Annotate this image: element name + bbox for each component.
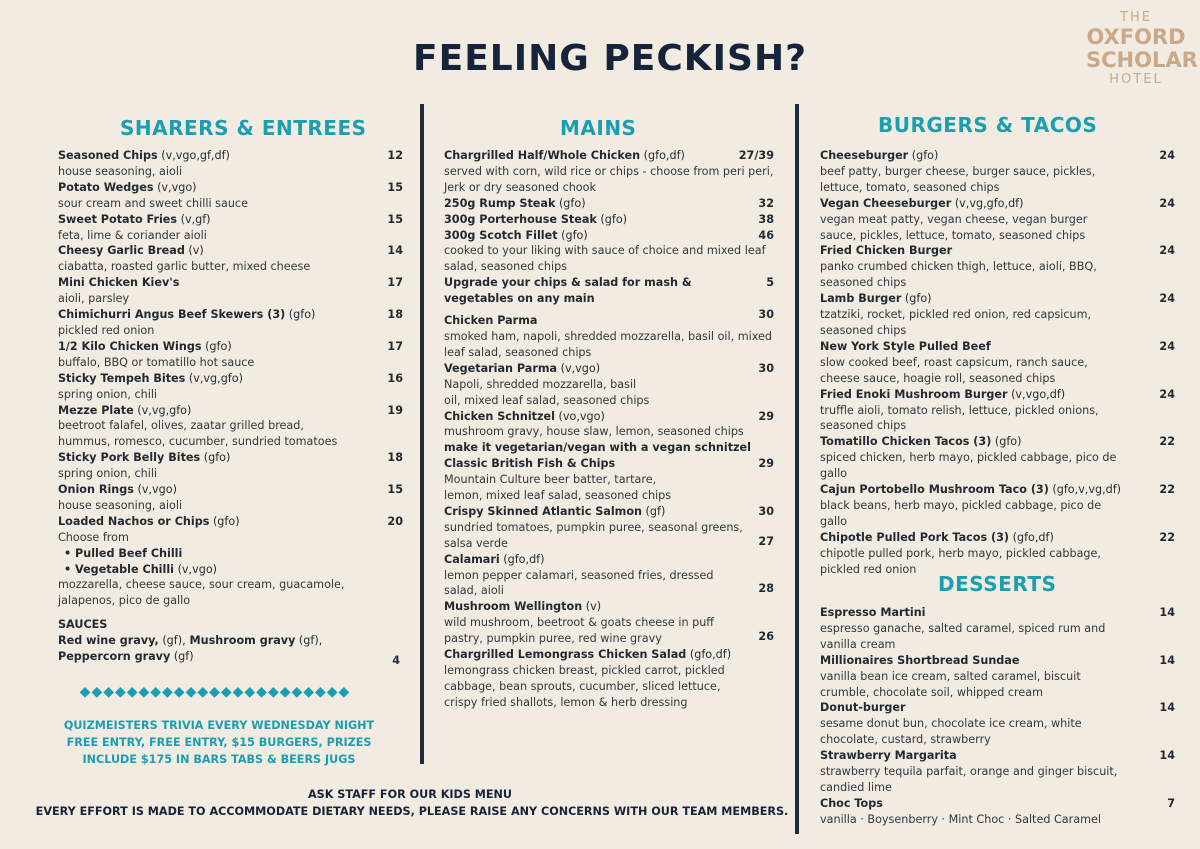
item-name: Millionaires Shortbread Sundae <box>820 653 1020 667</box>
item-price: 29 <box>758 409 774 423</box>
item-name: Chimichurri Angus Beef Skewers (3) <box>58 308 286 322</box>
menu-item <box>58 180 403 212</box>
item-desc: truffle aioli, tomato relish, lettuce, pickled onions, seasoned chips <box>820 403 1099 433</box>
item-price: 22 <box>1159 530 1175 544</box>
item-name: Calamari <box>444 552 500 566</box>
item-name: Onion Rings <box>58 483 134 497</box>
sauce-tags: (gf) <box>170 650 194 664</box>
menu-item <box>820 291 1175 339</box>
item-name: Cajun Portobello Mushroom Taco (3) <box>820 483 1049 497</box>
menu-item <box>58 243 403 275</box>
sauce-name: Red wine gravy, <box>58 634 159 648</box>
item-price: 27/39 <box>738 149 774 162</box>
item-desc: panko crumbed chicken thigh, lettuce, aioli, BBQ, seasoned chips <box>820 260 1097 290</box>
menu-item <box>820 243 1175 291</box>
item-name: 300g Porterhouse Steak <box>444 212 597 226</box>
item-name: New York Style Pulled Beef <box>820 339 991 353</box>
menu-item <box>58 307 403 339</box>
item-price: 14 <box>1159 606 1175 619</box>
item-price: 17 <box>387 339 403 353</box>
menu-item <box>820 653 1175 701</box>
menu-item <box>820 530 1175 578</box>
menu-item <box>58 212 403 244</box>
item-name: Mushroom Wellington <box>444 600 583 614</box>
item-tags: (v) <box>582 600 602 614</box>
item-desc: beef patty, burger cheese, burger sauce, pickles, lettuce, tomato, seasoned chips <box>820 164 1096 194</box>
item-price: 26 <box>758 630 774 644</box>
item-price: 30 <box>758 361 774 375</box>
item-name: Chicken Parma <box>444 314 538 328</box>
item-price: 12 <box>387 149 403 162</box>
item-name: Chipotle Pulled Pork Tacos (3) <box>820 530 1010 544</box>
item-desc: wild mushroom, beetroot & goats cheese in puff pastry, pumpkin puree, red wine gravy <box>444 616 715 646</box>
item-price: 14 <box>1159 749 1175 763</box>
hotel-logo <box>1086 10 1198 88</box>
item-name: Crispy Skinned Atlantic Salmon <box>444 504 642 518</box>
menu-item <box>820 605 1175 653</box>
item-desc: served with corn, wild rice or chips - choose from peri peri, Jerk or dry seasoned chook <box>444 164 774 194</box>
item-tags: (v,vgo) <box>153 180 197 194</box>
item-desc: aioli, parsley <box>58 292 130 306</box>
item-price: 18 <box>387 451 403 465</box>
menu-item <box>820 434 1175 482</box>
trivia-line: FREE ENTRY, FREE ENTRY, $15 BURGERS, PRIZES <box>66 736 372 749</box>
item-tags: (gfo,v,vg,df) <box>1048 483 1122 497</box>
item-desc: Napoli, shredded mozzarella, basil oil, mixed leaf salad, seasoned chips <box>444 377 650 407</box>
item-tags: (v,vg,gfo,df) <box>951 196 1024 210</box>
item-desc: tzatziki, rocket, pickled red onion, red capsicum, seasoned chips <box>820 308 1092 337</box>
menu-item <box>444 275 774 307</box>
item-name: Mezze Plate <box>58 403 134 417</box>
item-desc: feta, lime & coriander aioli <box>58 228 207 242</box>
trivia-line: INCLUDE $175 IN BARS TABS & BEERS JUGS <box>82 753 356 766</box>
menu-item <box>820 796 1175 828</box>
item-tags: (gf) <box>641 504 666 518</box>
item-desc: vanilla bean ice cream, salted caramel, biscuit crumble, chocolate soil, whipped cream <box>820 669 1081 699</box>
item-name: Sticky Tempeh Bites <box>58 371 186 385</box>
logo-line: THE <box>1120 10 1152 25</box>
item-name: Sticky Pork Belly Bites <box>58 451 201 465</box>
item-tags: (gfo) <box>209 514 240 528</box>
item-price: 16 <box>387 371 403 385</box>
item-price: 14 <box>1159 653 1175 667</box>
item-name: Vegan Cheeseburger <box>820 196 952 210</box>
mains-section <box>444 148 774 711</box>
item-desc: espresso ganache, salted caramel, spiced rum and vanilla cream <box>820 621 1106 651</box>
item-tags: (gfo) <box>200 451 231 465</box>
item-desc: slow cooked beef, roast capsicum, ranch sauce, cheese sauce, hoagie roll, seasoned chips <box>820 355 1088 385</box>
logo-line: HOTEL <box>1109 72 1163 87</box>
item-name: Loaded Nachos or Chips <box>58 514 210 528</box>
item-name: Potato Wedges <box>58 180 154 194</box>
item-name: Fried Enoki Mushroom Burger <box>820 387 1008 401</box>
item-price: 28 <box>758 582 774 596</box>
item-desc: strawberry tequila parfait, orange and ginger biscuit, candied lime <box>820 765 1118 794</box>
desserts-list <box>820 605 1175 828</box>
item-tags: (gfo) <box>285 308 316 322</box>
item-desc: sour cream and sweet chilli sauce <box>58 196 248 210</box>
item-tags: (v,gf) <box>177 212 211 226</box>
sauce-tags: (gf), <box>158 634 186 648</box>
item-desc: Choose from <box>58 530 129 544</box>
item-name: Donut-burger <box>820 701 906 715</box>
sauce-tags: (gf), <box>295 634 323 648</box>
item-tags: (gfo) <box>201 339 232 353</box>
item-desc: ciabatta, roasted garlic butter, mixed cheese <box>58 260 311 274</box>
item-name: Fried Chicken Burger <box>820 244 953 258</box>
column-divider <box>420 104 424 764</box>
item-tags: (gfo,df) <box>499 552 545 566</box>
menu-item <box>444 196 774 212</box>
sauce-name: Peppercorn gravy <box>58 650 171 664</box>
item-price: 29 <box>758 457 774 471</box>
item-desc: cooked to your liking with sauce of choice and mixed leaf salad, seasoned chips <box>444 244 766 274</box>
item-tags: (gfo) <box>908 149 939 162</box>
item-desc: buffalo, BBQ or tomatillo hot sauce <box>58 355 255 369</box>
item-desc: sesame donut bun, chocolate ice cream, white chocolate, custard, strawberry <box>820 717 1082 747</box>
item-desc: chipotle pulled pork, herb mayo, pickled cabbage, pickled red onion <box>820 546 1101 576</box>
menu-item <box>58 514 403 609</box>
page-title: FEELING PECKISH? <box>413 38 807 79</box>
burgers-heading: BURGERS & TACOS <box>878 113 1098 137</box>
option-name: Vegetable Chilli <box>75 562 175 576</box>
desserts-heading: DESSERTS <box>938 572 1057 596</box>
item-desc: vanilla · Boysenberry · Mint Choc · Salted Caramel <box>820 812 1101 826</box>
item-name: Classic British Fish & Chips <box>444 457 616 471</box>
item-name: 250g Rump Steak <box>444 196 556 210</box>
item-price: 30 <box>758 308 774 322</box>
item-name: Chicken Schnitzel <box>444 409 555 423</box>
item-name: Mini Chicken Kiev's <box>58 276 180 290</box>
item-price: 15 <box>387 483 403 497</box>
item-tags: (v,vg,gfo) <box>185 371 243 385</box>
item-price: 38 <box>758 212 774 226</box>
dietary-note: EVERY EFFORT IS MADE TO ACCOMMODATE DIETARY NEEDS, PLEASE RAISE ANY CONCERNS WITH OUR TEAM MEMBERS. <box>35 805 789 818</box>
mains-heading: MAINS <box>560 116 637 140</box>
item-price: 27 <box>758 534 774 548</box>
item-desc: spiced chicken, herb mayo, pickled cabbage, pico de gallo <box>820 451 1117 481</box>
nachos-option <box>64 546 403 562</box>
menu-item <box>58 482 403 514</box>
menu-item <box>58 148 403 180</box>
item-price: 17 <box>387 276 403 290</box>
trivia-line: QUIZMEISTERS TRIVIA EVERY WEDNESDAY NIGHT <box>63 719 375 732</box>
sharers-heading: SHARERS & ENTREES <box>120 116 367 140</box>
item-tags: (v,vgo) <box>557 361 601 375</box>
sauces-heading: SAUCES <box>58 618 108 632</box>
item-note: make it vegetarian/vegan with a vegan schnitzel <box>444 441 751 455</box>
item-price: 15 <box>387 212 403 226</box>
item-tags: (v,vgo) <box>133 483 177 497</box>
item-price: 14 <box>387 244 403 258</box>
item-price: 46 <box>758 228 774 242</box>
option-name: Pulled Beef Chilli <box>75 546 183 560</box>
logo-line: SCHOLAR <box>1086 48 1198 72</box>
item-name: Chargrilled Lemongrass Chicken Salad <box>444 648 687 662</box>
logo-line: OXFORD <box>1086 25 1186 49</box>
item-tags: (gfo) <box>555 196 586 210</box>
menu-item <box>820 148 1175 196</box>
menu-item <box>444 361 774 409</box>
menu-item <box>444 212 774 228</box>
menu-item <box>820 387 1175 435</box>
menu-item <box>444 148 774 196</box>
item-name: Sweet Potato Fries <box>58 212 178 226</box>
item-tags: (gfo,df) <box>1009 530 1054 544</box>
menu-item <box>58 275 403 307</box>
burgers-section <box>820 148 1175 577</box>
item-price: 19 <box>387 403 403 417</box>
item-price: 24 <box>1159 149 1175 162</box>
menu-item <box>820 196 1175 244</box>
desserts-section <box>820 605 1175 828</box>
item-price: 7 <box>1167 796 1175 810</box>
item-desc: house seasoning, aioli <box>58 498 183 512</box>
item-desc: black beans, herb mayo, pickled cabbage, pico de gallo <box>820 498 1102 528</box>
item-desc: pickled red onion <box>58 323 155 337</box>
item-desc: house seasoning, aioli <box>58 164 183 178</box>
menu-item <box>444 504 774 552</box>
item-desc: spring onion, chili <box>58 467 158 481</box>
option-tags: (v,vgo) <box>174 562 218 576</box>
item-price: 24 <box>1159 196 1175 210</box>
item-name: Tomatillo Chicken Tacos (3) <box>820 435 992 449</box>
item-tags: (gfo,df) <box>686 648 732 662</box>
item-price: 24 <box>1159 244 1175 258</box>
item-name: Vegetarian Parma <box>444 361 558 375</box>
kids-menu-note: ASK STAFF FOR OUR KIDS MENU <box>308 788 512 801</box>
item-price: 22 <box>1159 435 1175 449</box>
menu-item <box>58 339 403 371</box>
item-price: 24 <box>1159 387 1175 401</box>
item-desc: beetroot falafel, olives, zaatar grilled bread, hummus, romesco, cucumber, sundried tomatoes <box>58 419 338 449</box>
item-name: Cheeseburger <box>820 149 909 162</box>
item-desc: smoked ham, napoli, shredded mozzarella, basil oil, mixed leaf salad, seasoned chips <box>444 329 773 359</box>
item-name: Upgrade your chips & salad for mash & vegetables on any main <box>444 276 692 306</box>
item-tags: (gfo,df) <box>640 149 685 162</box>
sauces-block <box>58 617 403 668</box>
item-desc: spring onion, chili <box>58 387 158 401</box>
menu-item <box>58 403 403 451</box>
item-tags: (v,vg,gfo) <box>133 403 192 417</box>
sauces-price: 4 <box>392 654 400 668</box>
menu-item <box>58 450 403 482</box>
item-name: Chargrilled Half/Whole Chicken <box>444 149 641 162</box>
sharers-list <box>58 148 403 514</box>
sharers-section <box>58 148 403 668</box>
menu-item <box>58 371 403 403</box>
burgers-list <box>820 148 1175 577</box>
item-name: Espresso Martini <box>820 606 926 619</box>
trivia-promo <box>58 717 380 768</box>
item-desc: lemon pepper calamari, seasoned fries, dressed salad, aioli <box>444 568 714 598</box>
item-desc: vegan meat patty, vegan cheese, vegan burger sauce, pickles, lettuce, tomato, seasoned chips <box>820 212 1088 242</box>
item-name: Seasoned Chips <box>58 149 158 162</box>
item-desc: sundried tomatoes, pumpkin puree, seasonal greens, salsa verde <box>444 520 743 550</box>
item-name: Cheesy Garlic Bread <box>58 244 185 258</box>
item-tags: (vo,vgo) <box>554 409 605 423</box>
item-desc: mozzarella, cheese sauce, sour cream, guacamole, jalapenos, pico de gallo <box>58 578 345 608</box>
item-tags: (v,vgo,gf,df) <box>157 149 230 162</box>
menu-item <box>444 409 774 457</box>
item-price: 30 <box>758 504 774 518</box>
menu-item <box>820 482 1175 530</box>
menu-item <box>820 748 1175 796</box>
item-desc: mushroom gravy, house slaw, lemon, seasoned chips <box>444 425 744 439</box>
item-name: Strawberry Margarita <box>820 749 957 763</box>
nachos-option <box>64 562 403 578</box>
item-tags: (gfo) <box>901 292 932 306</box>
diamond-divider: ◆◆◆◆◆◆◆◆◆◆◆◆◆◆◆◆◆◆◆◆◆◆◆ <box>79 684 351 700</box>
item-tags: (v) <box>184 244 204 258</box>
menu-item <box>444 308 774 361</box>
item-desc: Mountain Culture beer batter, tartare, lemon, mixed leaf salad, seasoned chips <box>444 473 672 503</box>
item-tags: (v,vgo,df) <box>1007 387 1066 401</box>
item-price: 22 <box>1159 483 1175 497</box>
item-name: Choc Tops <box>820 796 883 810</box>
column-divider <box>795 104 799 834</box>
sauce-name: Mushroom gravy <box>185 634 296 648</box>
item-tags: (gfo) <box>991 435 1022 449</box>
menu-item <box>444 456 774 504</box>
item-desc: lemongrass chicken breast, pickled carrot, pickled cabbage, bean sprouts, cucumber, sliced lettuce, crispy fried shallots, lemon & herb dressing <box>444 664 725 709</box>
item-price: 18 <box>387 308 403 322</box>
item-price: 14 <box>1159 701 1175 715</box>
item-price: 15 <box>387 180 403 194</box>
item-price: 32 <box>758 196 774 210</box>
menu-item <box>820 339 1175 387</box>
item-tags: (gfo) <box>557 228 588 242</box>
item-price: 5 <box>766 276 774 290</box>
menu-item <box>820 700 1175 748</box>
item-price: 24 <box>1159 339 1175 353</box>
item-name: Lamb Burger <box>820 292 902 306</box>
item-price: 24 <box>1159 292 1175 306</box>
item-tags: (gfo) <box>596 212 628 226</box>
item-name: 1/2 Kilo Chicken Wings <box>58 339 202 353</box>
item-price: 20 <box>387 514 403 528</box>
item-name: 300g Scotch Fillet <box>444 228 558 242</box>
menu-item <box>444 228 774 276</box>
